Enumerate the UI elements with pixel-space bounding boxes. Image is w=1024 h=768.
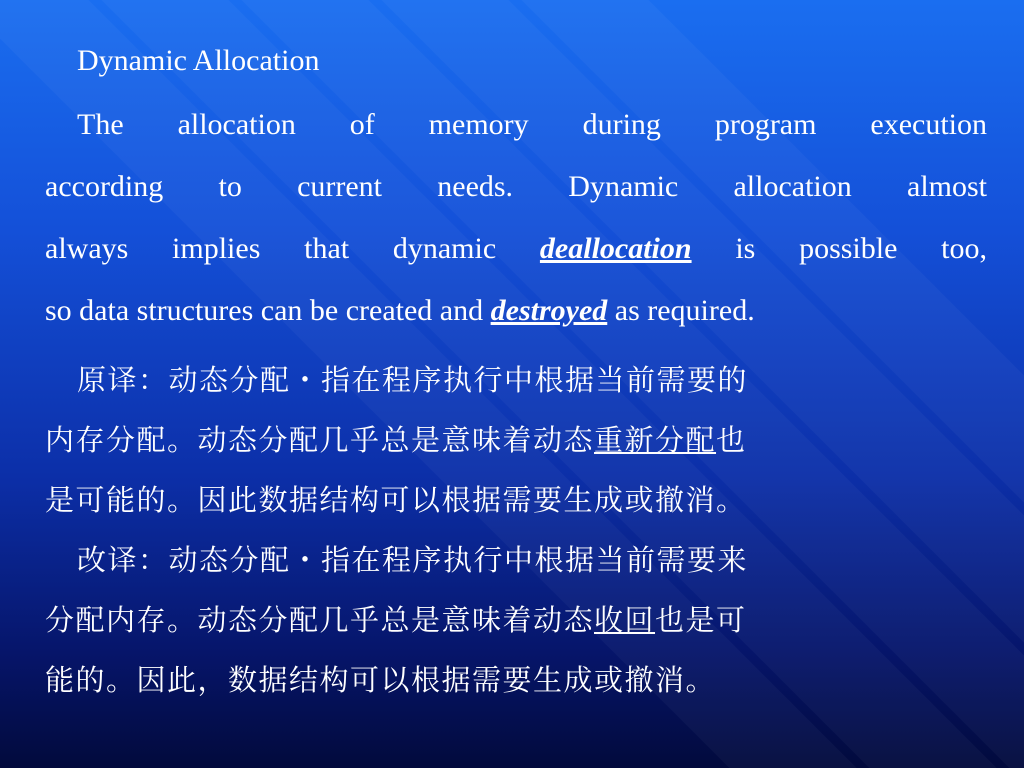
- translation-text: 也是可: [655, 603, 747, 637]
- emphasis-destroyed: destroyed: [490, 294, 608, 327]
- translation-text: 也: [716, 423, 747, 457]
- underlined-term: 重新分配: [594, 423, 717, 457]
- definition-line-4: [45, 294, 987, 328]
- revised-translation-line-1: 改译：动态分配・指在程序执行中根据当前需要来: [77, 543, 749, 577]
- definition-text: The allocation of memory during program execution: [77, 108, 987, 141]
- translation-text: 内存分配。动态分配几乎总是意味着动态: [45, 423, 595, 457]
- original-translation-line-3: 是可能的。因此数据结构可以根据需要生成或撤消。: [45, 483, 747, 517]
- definition-line-1: [45, 108, 987, 142]
- revised-translation-line-2: [45, 598, 987, 639]
- definition-text: according to current needs. Dynamic allocation almost: [45, 170, 987, 203]
- definition-text: always implies that dynamic: [45, 232, 540, 265]
- original-translation-line-2: [45, 418, 987, 459]
- translation-text: 分配内存。动态分配几乎总是意味着动态: [45, 603, 595, 637]
- revised-translation-line-3: 能的。因此，数据结构可以根据需要生成或撤消。: [45, 663, 717, 697]
- definition-text: is possible too,: [691, 232, 988, 265]
- definition-line-3: [45, 232, 987, 266]
- definition-text: so data structures can be created and: [45, 294, 491, 327]
- underlined-term: 收回: [594, 603, 656, 637]
- emphasis-deallocation: deallocation: [539, 232, 692, 265]
- definition-line-2: [45, 170, 987, 204]
- definition-text: as required.: [607, 294, 755, 327]
- slide-title: Dynamic Allocation: [77, 44, 320, 77]
- original-translation-line-1: 原译：动态分配・指在程序执行中根据当前需要的: [77, 363, 749, 397]
